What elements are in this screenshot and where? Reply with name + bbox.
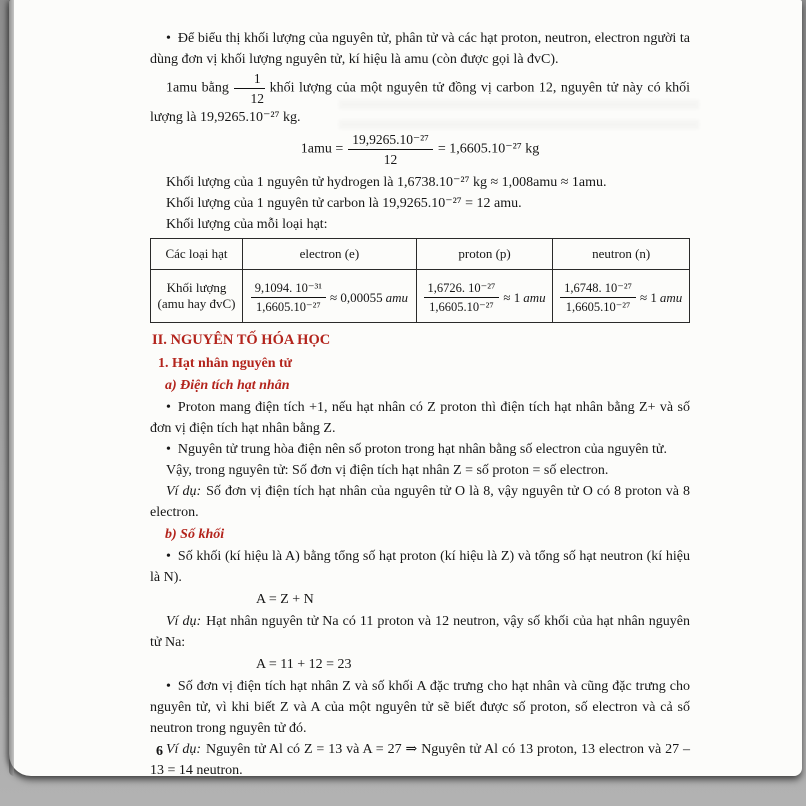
section-heading-elements: II. NGUYÊN TỐ HÓA HỌC [152,332,331,348]
particle-mass-table [150,238,690,323]
fraction-numerator: 1,6726. 10⁻²⁷ [424,280,500,298]
column-header-neutron: neutron (n) [553,239,690,270]
fraction-denominator: 12 [383,152,398,167]
equation-lhs: 1amu = [300,141,344,157]
unit-label: amu [659,290,683,305]
fraction-numerator: 1 [234,70,265,89]
example-sodium [150,611,690,653]
approx-value: ≈ 1 [503,290,521,305]
heading-mass-number: b) Số khối [165,527,225,542]
document-page [9,0,802,776]
fraction-numerator: 19,9265.10⁻²⁷ [348,131,433,150]
fraction-denominator: 1,6605.10⁻²⁷ [256,300,321,314]
example-text: Nguyên tử Al có Z = 13 và A = 27 ⇒ Nguyên tử Al có 13 proton, 13 electron và 27 – 13 = 14 neutron. [150,742,690,778]
equation-a-23: A = 11 + 12 = 23 [256,657,352,672]
fraction-denominator: 1,6605.10⁻²⁷ [565,300,631,314]
paragraph-text: Số khối (kí hiệu là A) bằng tổng số hạt proton (kí hiệu là Z) và tổng số hạt neutron (kí hiệu là N). [150,549,690,585]
carbon-mass-paragraph: Khối lượng của 1 nguyên tử carbon là 19,9265.10⁻²⁷ = 12 amu. [166,196,522,211]
equation-a-z-n: A = Z + N [256,592,314,607]
bullet-icon [166,31,178,46]
page-content [150,28,690,781]
conclusion-paragraph: Vậy, trong nguyên tử: Số đơn vị điện tích hạt nhân Z = số proton = số electron. [166,463,609,478]
page-number: 6 [156,744,163,759]
example-aluminium [150,739,690,781]
hydrogen-mass-paragraph: Khối lượng của 1 nguyên tử hydrogen là 1,6738.10⁻²⁷ kg ≈ 1,008amu ≈ 1amu. [166,175,607,190]
proton-charge-bullet [150,397,690,439]
neutron-mass-expression [560,280,682,315]
mass-number-bullet [150,546,690,588]
bullet-icon [166,442,178,457]
z-a-characterize-bullet [150,676,690,739]
proton-mass-expression [424,280,546,315]
column-header-proton: proton (p) [416,239,553,270]
row-label-mass: Khối lượng (amu hay đvC) [151,270,243,323]
fraction-numerator: 9,1094. 10⁻³¹ [251,280,326,298]
column-header-electron: electron (e) [243,239,417,270]
intro-bullet-paragraph [150,28,690,70]
unit-label: amu [385,290,408,305]
proton-mass-cell [416,270,553,323]
fraction-numerator: 1,6748. 10⁻²⁷ [560,280,636,298]
unit-label: amu [523,290,546,305]
table-mass-row [151,270,690,323]
neutral-atom-bullet [150,439,690,460]
example-label: Ví dụ: [166,742,202,757]
amu-equation [150,131,690,168]
amu-definition-paragraph [150,70,690,128]
fraction-denominator: 1,6605.10⁻²⁷ [429,300,494,314]
neutron-mass-cell [553,270,690,323]
paragraph-text: Để biểu thị khối lượng của nguyên tử, phân tử và các hạt proton, neutron, electron người ta dùng đơn vị khối lượng nguyên tử, kí hiệu là amu (còn được gọi là đvC). [150,31,690,67]
bullet-icon [166,679,178,694]
mass-fraction [560,280,636,315]
amu-pre-text: 1amu bằng [166,80,229,96]
table-header-row [151,239,690,270]
mass-fraction [424,280,500,315]
example-label: Ví dụ: [166,484,202,499]
example-label: Ví dụ: [166,614,202,629]
equation-fraction [348,131,433,168]
column-header-particle-types: Các loại hạt [151,239,243,270]
bullet-icon [166,549,178,564]
electron-mass-expression [251,280,408,315]
fraction-one-twelfth [234,70,265,107]
example-text: Hạt nhân nguyên tử Na có 11 proton và 12 neutron, vậy số khối của hạt nhân nguyên tử Na: [150,614,690,650]
bullet-icon [166,400,178,415]
paragraph-text: Proton mang điện tích +1, nếu hạt nhân có Z proton thì điện tích hạt nhân bằng Z+ và số đơn vị điện tích hạt nhân bằng Z. [150,400,690,436]
mass-fraction [251,280,326,315]
example-text: Số đơn vị điện tích hạt nhân của nguyên tử O là 8, vậy nguyên tử O có 8 proton và 8 electron. [150,484,690,520]
example-oxygen [150,481,690,523]
electron-mass-cell [243,270,417,323]
approx-value: ≈ 0,00055 [329,290,383,305]
amu-post-text: khối lượng của một nguyên tử đồng vị carbon 12, nguyên tử này có khối lượng là 19,9265.10⁻²⁷ kg. [150,80,690,125]
fraction-denominator: 12 [250,91,264,106]
heading-nuclear-charge: a) Điện tích hạt nhân [165,378,290,393]
equation-rhs: = 1,6605.10⁻²⁷ kg [437,141,540,157]
subsection-heading-nucleus: 1. Hạt nhân nguyên tử [158,356,293,371]
paragraph-text: Nguyên tử trung hòa điện nên số proton trong hạt nhân bằng số electron của nguyên tử. [177,442,668,457]
paragraph-text: Số đơn vị điện tích hạt nhân Z và số khối A đặc trưng cho hạt nhân và cũng đặc trưng cho nguyên tử, vì khi biết Z và A của một nguyên tử sẽ biết được số proton, số electron và cả số neutron trong nguyên tử đó. [150,679,690,736]
approx-value: ≈ 1 [639,290,657,305]
table-caption: Khối lượng của mỗi loại hạt: [166,217,328,232]
page-binding-edge [9,0,14,776]
